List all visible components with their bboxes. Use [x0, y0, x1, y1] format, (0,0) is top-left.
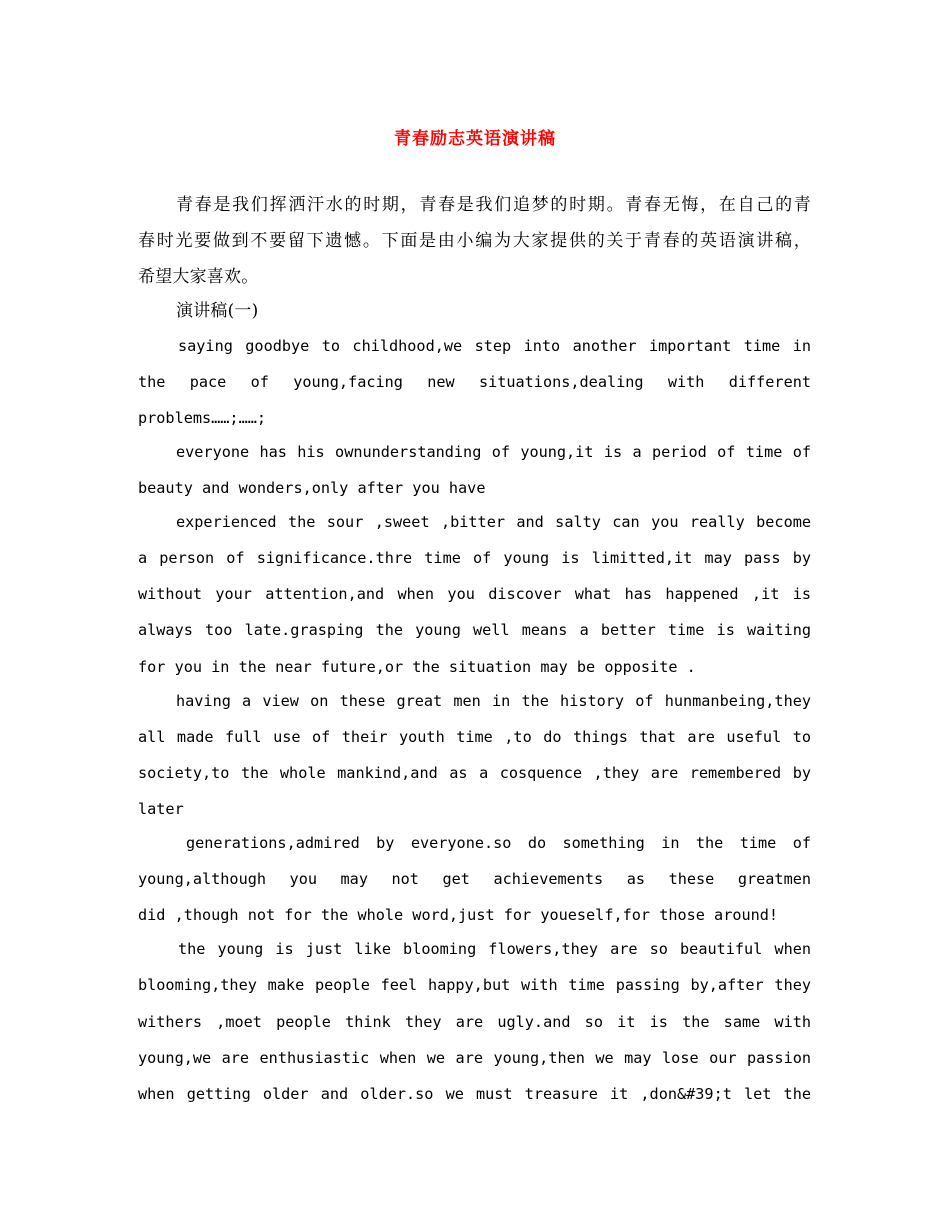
- paragraph-line: young,we are enthusiastic when we are young,then we may lose our passion: [138, 1049, 811, 1067]
- intro-line-3: 希望大家喜欢。: [138, 267, 259, 287]
- paragraph-line: experienced the sour ,sweet ,bitter and salty can you really become: [176, 513, 811, 531]
- paragraph-line: all made full use of their youth time ,to do things that are useful to: [138, 728, 811, 746]
- paragraph-line: withers ,moet people think they are ugly.and so it is the same with: [138, 1013, 811, 1031]
- paragraph-line: young,although you may not get achievements as these greatmen: [138, 870, 811, 888]
- paragraph-line: blooming,they make people feel happy,but with time passing by,after they: [138, 976, 811, 994]
- paragraph-line: without your attention,and when you discover what has happened ,it is: [138, 585, 811, 603]
- paragraph-line: the young is just like blooming flowers,they are so beautiful when: [178, 940, 811, 958]
- paragraph-line: beauty and wonders,only after you have: [138, 479, 486, 497]
- paragraph-line: did ,though not for the whole word,just for youeself,for those around!: [138, 906, 779, 924]
- document-title: 青春励志英语演讲稿: [394, 129, 556, 149]
- paragraph-line: the pace of young,facing new situations,dealing with different: [138, 373, 811, 391]
- paragraph-line: saying goodbye to childhood,we step into another important time in: [178, 337, 811, 355]
- paragraph-line: generations,admired by everyone.so do something in the time of: [186, 834, 811, 852]
- paragraph-line: for you in the near future,or the situation may be opposite .: [138, 658, 696, 676]
- section-heading: 演讲稿(一): [176, 301, 259, 321]
- paragraph-line: having a view on these great men in the history of hunmanbeing,they: [176, 692, 811, 710]
- paragraph-line: always too late.grasping the young well means a better time is waiting: [138, 621, 811, 639]
- intro-line-1: 青春是我们挥洒汗水的时期，青春是我们追梦的时期。青春无悔，在自己的青: [176, 195, 811, 215]
- paragraph-line: later: [138, 800, 184, 818]
- paragraph-line: when getting older and older.so we must treasure it ,don&#39;t let the: [138, 1085, 811, 1103]
- intro-line-2: 春时光要做到不要留下遗憾。下面是由小编为大家提供的关于青春的英语演讲稿，: [138, 231, 811, 251]
- paragraph-line: a person of significance.thre time of young is limitted,it may pass by: [138, 549, 811, 567]
- paragraph-line: problems……;……;: [138, 409, 267, 427]
- paragraph-line: society,to the whole mankind,and as a cosquence ,they are remembered by: [138, 764, 811, 782]
- paragraph-line: everyone has his ownunderstanding of young,it is a period of time of: [176, 443, 811, 461]
